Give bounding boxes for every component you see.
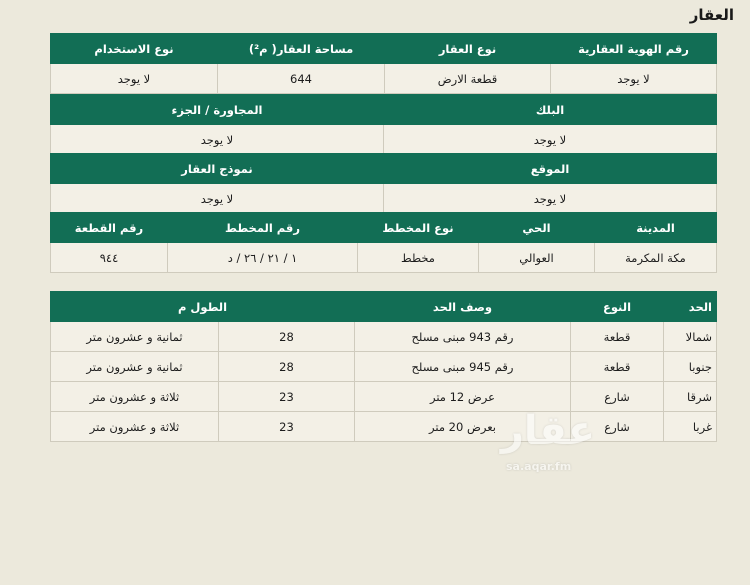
header-parcel-number: رقم القطعة — [51, 213, 168, 243]
boundary-type: شارع — [571, 382, 664, 412]
table-row — [51, 352, 717, 382]
boundary-description: عرض 12 متر — [355, 382, 571, 412]
boundary-side: شرقا — [664, 382, 717, 412]
boundaries-table — [50, 291, 717, 442]
boundary-length-number: 23 — [219, 382, 355, 412]
header-property-area: مساحة العقار( م²) — [218, 34, 385, 64]
value-property-model: لا يوجد — [51, 184, 384, 214]
boundary-side: جنوبا — [664, 352, 717, 382]
value-property-type: قطعة الارض — [385, 64, 551, 94]
boundary-type: قطعة — [571, 322, 664, 352]
value-parcel-number: ٩٤٤ — [51, 243, 168, 273]
value-plan-number: ١ / ٢١ / ٢٦ / د — [168, 243, 358, 273]
table-row — [51, 412, 717, 442]
header-district: الحي — [479, 213, 595, 243]
header-neighborhood-part: المجاورة / الجزء — [51, 95, 384, 125]
header-location: الموقع — [384, 154, 717, 184]
boundary-length-number: 28 — [219, 352, 355, 382]
boundary-side: شمالا — [664, 322, 717, 352]
value-block: لا يوجد — [384, 125, 717, 155]
city-plan-table — [50, 212, 717, 273]
aqar-logo-icon: عقار — [500, 408, 596, 454]
boundary-description: بعرض 20 متر — [355, 412, 571, 442]
boundary-side: غربا — [664, 412, 717, 442]
boundary-length-words: ثمانية و عشرون متر — [51, 322, 219, 352]
header-plan-number: رقم المخطط — [168, 213, 358, 243]
header-city: المدينة — [595, 213, 717, 243]
header-plan-type: نوع المخطط — [358, 213, 479, 243]
header-usage-type: نوع الاستخدام — [51, 34, 218, 64]
value-city: مكة المكرمة — [595, 243, 717, 273]
value-district: العوالي — [479, 243, 595, 273]
boundary-description: رقم 945 مبنى مسلح — [355, 352, 571, 382]
location-model-table — [50, 153, 717, 214]
value-usage-type: لا يوجد — [51, 64, 218, 94]
header-length: الطول م — [51, 292, 355, 322]
value-property-id: لا يوجد — [551, 64, 717, 94]
value-neighborhood-part: لا يوجد — [51, 125, 384, 155]
boundary-length-number: 28 — [219, 322, 355, 352]
watermark-url: sa.aqar.fm — [506, 460, 572, 473]
header-property-id: رقم الهوية العقارية — [551, 34, 717, 64]
property-info-table — [50, 33, 717, 94]
boundary-length-words: ثلاثة و عشرون متر — [51, 382, 219, 412]
table-row — [51, 322, 717, 352]
value-plan-type: مخطط — [358, 243, 479, 273]
header-boundary: الحد — [664, 292, 717, 322]
header-boundary-description: وصف الحد — [355, 292, 571, 322]
value-location: لا يوجد — [384, 184, 717, 214]
header-block: البلك — [384, 95, 717, 125]
boundary-type: قطعة — [571, 352, 664, 382]
table-row — [51, 382, 717, 412]
boundary-length-words: ثمانية و عشرون متر — [51, 352, 219, 382]
block-neighborhood-table — [50, 94, 717, 155]
section-title: العقار — [689, 6, 734, 24]
header-property-type: نوع العقار — [385, 34, 551, 64]
boundary-type: شارع — [571, 412, 664, 442]
header-property-model: نموذج العقار — [51, 154, 384, 184]
header-boundary-type: النوع — [571, 292, 664, 322]
boundary-description: رقم 943 مبنى مسلح — [355, 322, 571, 352]
value-property-area: 644 — [218, 64, 385, 94]
boundary-length-number: 23 — [219, 412, 355, 442]
boundary-length-words: ثلاثة و عشرون متر — [51, 412, 219, 442]
